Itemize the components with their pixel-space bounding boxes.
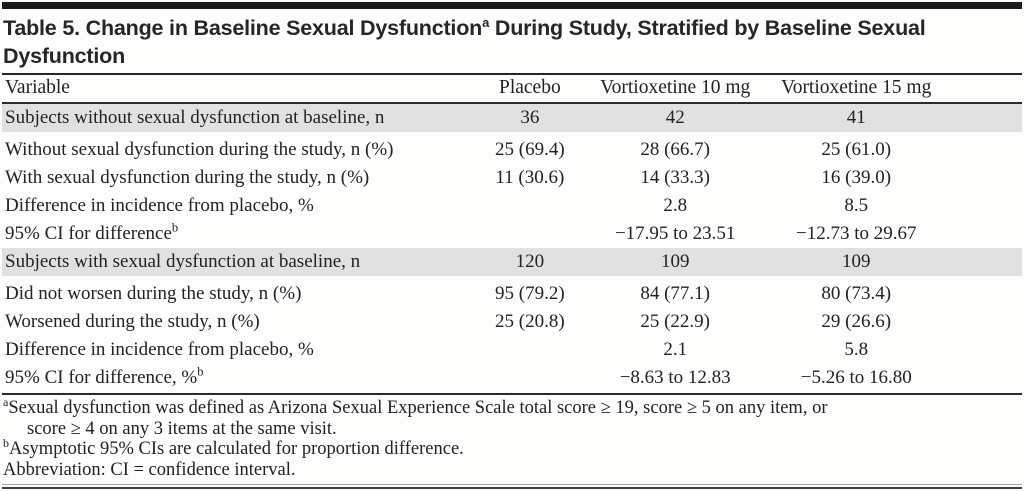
table-title-superscript: a	[482, 14, 490, 30]
cell-value: −8.63 to 12.83	[619, 367, 731, 388]
cell-value: 2.1	[663, 339, 688, 360]
cell-value: 120	[476, 248, 583, 276]
cell-value: 8.5	[844, 195, 869, 216]
row-label-text: Did not worsen during the study, n (%)	[5, 283, 302, 304]
row-label	[2, 276, 476, 308]
cell-value: 11 (30.6)	[495, 167, 565, 188]
cell-value	[476, 192, 583, 220]
row-label-text: Difference in incidence from placebo, %	[5, 339, 314, 360]
footnote-line	[3, 419, 1020, 440]
footnote-text: Abbreviation: CI = confidence interval.	[3, 459, 296, 480]
cell-value: −12.73 to 29.67	[795, 223, 917, 244]
footnote-superscript: a	[3, 394, 9, 409]
table-title	[2, 9, 1022, 73]
row-label-text: Subjects with sexual dysfunction at baseline, n	[5, 251, 361, 272]
table-row	[2, 192, 1022, 220]
row-label-text: Without sexual dysfunction during the study, n (%)	[5, 139, 394, 160]
row-label	[2, 164, 476, 192]
cell-value	[476, 364, 583, 392]
footnote-text: Asymptotic 95% CIs are calculated for proportion difference.	[9, 439, 464, 459]
cell-value: 5.8	[844, 339, 869, 360]
cell-spacer	[945, 276, 1022, 308]
table-title-text-rest: During Study, Stratified by Baseline Sexual Dysfunction	[3, 16, 926, 68]
cell-value: −5.26 to 16.80	[800, 367, 912, 388]
row-label-text: 95% CI for difference, %	[5, 367, 198, 388]
column-header-spacer	[945, 75, 1022, 103]
footnote-text: Sexual dysfunction was defined as Arizona Sexual Experience Scale total score ≥ 19, score ≥ 5 on any item, or	[8, 398, 828, 418]
table-row	[2, 364, 1022, 392]
cell-spacer	[945, 336, 1022, 364]
cell-value: 14 (33.3)	[640, 167, 711, 188]
row-label	[2, 336, 476, 364]
table-row	[2, 336, 1022, 364]
row-label-text: Worsened during the study, n (%)	[5, 311, 260, 332]
cell-value: 95 (79.2)	[495, 283, 565, 304]
row-label	[2, 248, 476, 276]
row-label-superscript: b	[197, 364, 204, 379]
table-row	[2, 220, 1022, 248]
cell-value: 42	[583, 103, 767, 132]
column-header-vortioxetine-10mg: Vortioxetine 10 mg	[600, 77, 751, 98]
table-row	[2, 276, 1022, 308]
cell-value: 25 (61.0)	[821, 139, 892, 160]
bottom-rule	[2, 484, 1022, 489]
cell-spacer	[945, 308, 1022, 336]
row-label-text: Difference in incidence from placebo, %	[5, 195, 314, 216]
cell-spacer	[945, 220, 1022, 248]
column-header-vortioxetine-15mg: Vortioxetine 15 mg	[781, 77, 932, 98]
header-row	[2, 75, 1022, 103]
cell-spacer	[945, 192, 1022, 220]
cell-value: 109	[583, 248, 767, 276]
cell-spacer	[945, 103, 1022, 132]
cell-spacer	[945, 164, 1022, 192]
cell-value: 25 (69.4)	[495, 139, 565, 160]
cell-spacer	[945, 364, 1022, 392]
row-label	[2, 103, 476, 132]
table-row	[2, 164, 1022, 192]
row-label	[2, 364, 476, 392]
cell-value: 80 (73.4)	[821, 283, 892, 304]
row-label	[2, 220, 476, 248]
data-table	[2, 75, 1022, 392]
top-rule	[2, 2, 1022, 9]
section-row	[2, 248, 1022, 276]
cell-value: 84 (77.1)	[640, 283, 711, 304]
row-label	[2, 132, 476, 164]
cell-spacer	[945, 248, 1022, 276]
footnote-line	[3, 394, 1020, 419]
section-row	[2, 103, 1022, 132]
cell-value: 36	[476, 103, 583, 132]
cell-value	[476, 336, 583, 364]
column-header-placebo: Placebo	[498, 77, 561, 98]
column-header-variable: Variable	[5, 77, 70, 98]
table-row	[2, 132, 1022, 164]
footnote-superscript: b	[3, 435, 9, 450]
row-label-text: Subjects without sexual dysfunction at baseline, n	[5, 107, 385, 128]
cell-value: 41	[767, 103, 946, 132]
cell-spacer	[945, 132, 1022, 164]
footnote-line	[3, 460, 1020, 481]
cell-value	[476, 220, 583, 248]
cell-value: 109	[767, 248, 946, 276]
footnotes	[2, 395, 1022, 480]
cell-value: 28 (66.7)	[640, 139, 711, 160]
row-label	[2, 192, 476, 220]
cell-value: 16 (39.0)	[821, 167, 892, 188]
footnote-text: score ≥ 4 on any 3 items at the same visit.	[27, 418, 337, 439]
row-label-text: 95% CI for difference	[5, 223, 172, 244]
table-row	[2, 308, 1022, 336]
row-label-text: With sexual dysfunction during the study, n (%)	[5, 167, 370, 188]
cell-value: 25 (22.9)	[640, 311, 711, 332]
cell-value: −17.95 to 23.51	[614, 223, 736, 244]
footnote-line	[3, 435, 1020, 460]
table-title-text: Table 5. Change in Baseline Sexual Dysfunction	[3, 16, 483, 40]
cell-value: 25 (20.8)	[495, 311, 565, 332]
row-label-superscript: b	[171, 220, 179, 235]
cell-value: 2.8	[663, 195, 688, 216]
cell-value: 29 (26.6)	[821, 311, 892, 332]
row-label	[2, 308, 476, 336]
